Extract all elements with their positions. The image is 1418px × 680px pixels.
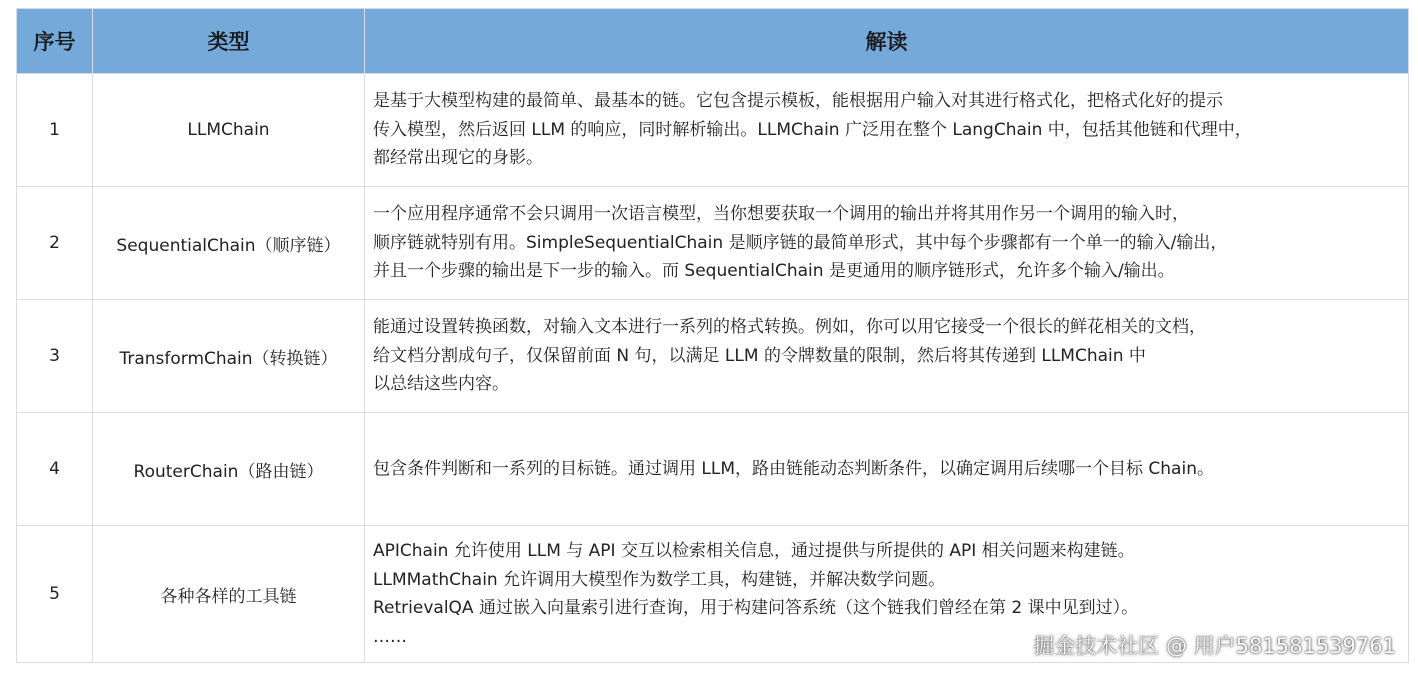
table-row <box>17 300 1409 413</box>
row-index: 3 <box>17 300 93 413</box>
table-row <box>17 413 1409 526</box>
table-header-row <box>17 9 1409 74</box>
chain-types-table <box>16 8 1409 663</box>
description-line: RetrievalQA 通过嵌入向量索引进行查询，用于构建问答系统（这个链我们曾经在第 2 课中见到过）。 <box>373 598 1139 618</box>
description-line: 能通过设置转换函数，对输入文本进行一系列的格式转换。例如，你可以用它接受一个很长的鲜花相关的文档， <box>373 317 1206 338</box>
row-description <box>365 187 1409 300</box>
row-description <box>365 74 1409 187</box>
row-description <box>365 300 1409 413</box>
description-line: 一个应用程序通常不会只调用一次语言模型，当你想要获取一个调用的输出并将其用作另一个调用的输入时， <box>373 204 1189 225</box>
description-line: 给文档分割成句子，仅保留前面 N 句，以满足 LLM 的令牌数量的限制，然后将其传递到 LLMChain 中 <box>373 345 1146 366</box>
description-line: …… <box>373 626 407 647</box>
header-description: 解读 <box>365 9 1409 74</box>
description-line: 包含条件判断和一系列的目标链。通过调用 LLM，路由链能动态判断条件，以确定调用后续哪一个目标 Chain。 <box>373 458 1214 479</box>
table-row <box>17 74 1409 187</box>
row-index: 1 <box>17 74 93 187</box>
table-row <box>17 187 1409 300</box>
header-index: 序号 <box>17 9 93 74</box>
description-line: 传入模型，然后返回 LLM 的响应，同时解析输出。LLMChain 广泛用在整个 LangChain 中，包括其他链和代理中， <box>373 119 1252 140</box>
row-index: 2 <box>17 187 93 300</box>
chain-types-table-container <box>16 8 1408 663</box>
description-line: 并且一个步骤的输出是下一步的输入。而 SequentialChain 是更通用的顺序链形式，允许多个输入/输出。 <box>373 261 1175 282</box>
header-type: 类型 <box>93 9 365 74</box>
row-type: LLMChain <box>93 74 365 187</box>
description-line: 顺序链就特别有用。SimpleSequentialChain 是顺序链的最简单形式，其中每个步骤都有一个单一的输入/输出， <box>373 232 1228 253</box>
row-type: RouterChain（路由链） <box>93 413 365 526</box>
row-description <box>365 413 1409 526</box>
description-line: LLMMathChain 允许调用大模型作为数学工具，构建链，并解决数学问题。 <box>373 569 946 590</box>
description-line: APIChain 允许使用 LLM 与 API 交互以检索相关信息，通过提供与所提供的 API 相关问题来构建链。 <box>373 541 1135 561</box>
description-line: 是基于大模型构建的最简单、最基本的链。它包含提示模板，能根据用户输入对其进行格式化，把格式化好的提示 <box>373 91 1223 112</box>
row-type: SequentialChain（顺序链） <box>93 187 365 300</box>
row-index: 5 <box>17 526 93 663</box>
watermark: 掘金技术社区 @ 用户581581539761 <box>1033 634 1396 658</box>
row-type: 各种各样的工具链 <box>93 526 365 663</box>
row-type: TransformChain（转换链） <box>93 300 365 413</box>
description-line: 都经常出现它的身影。 <box>373 148 543 169</box>
description-line: 以总结这些内容。 <box>373 374 509 395</box>
row-index: 4 <box>17 413 93 526</box>
